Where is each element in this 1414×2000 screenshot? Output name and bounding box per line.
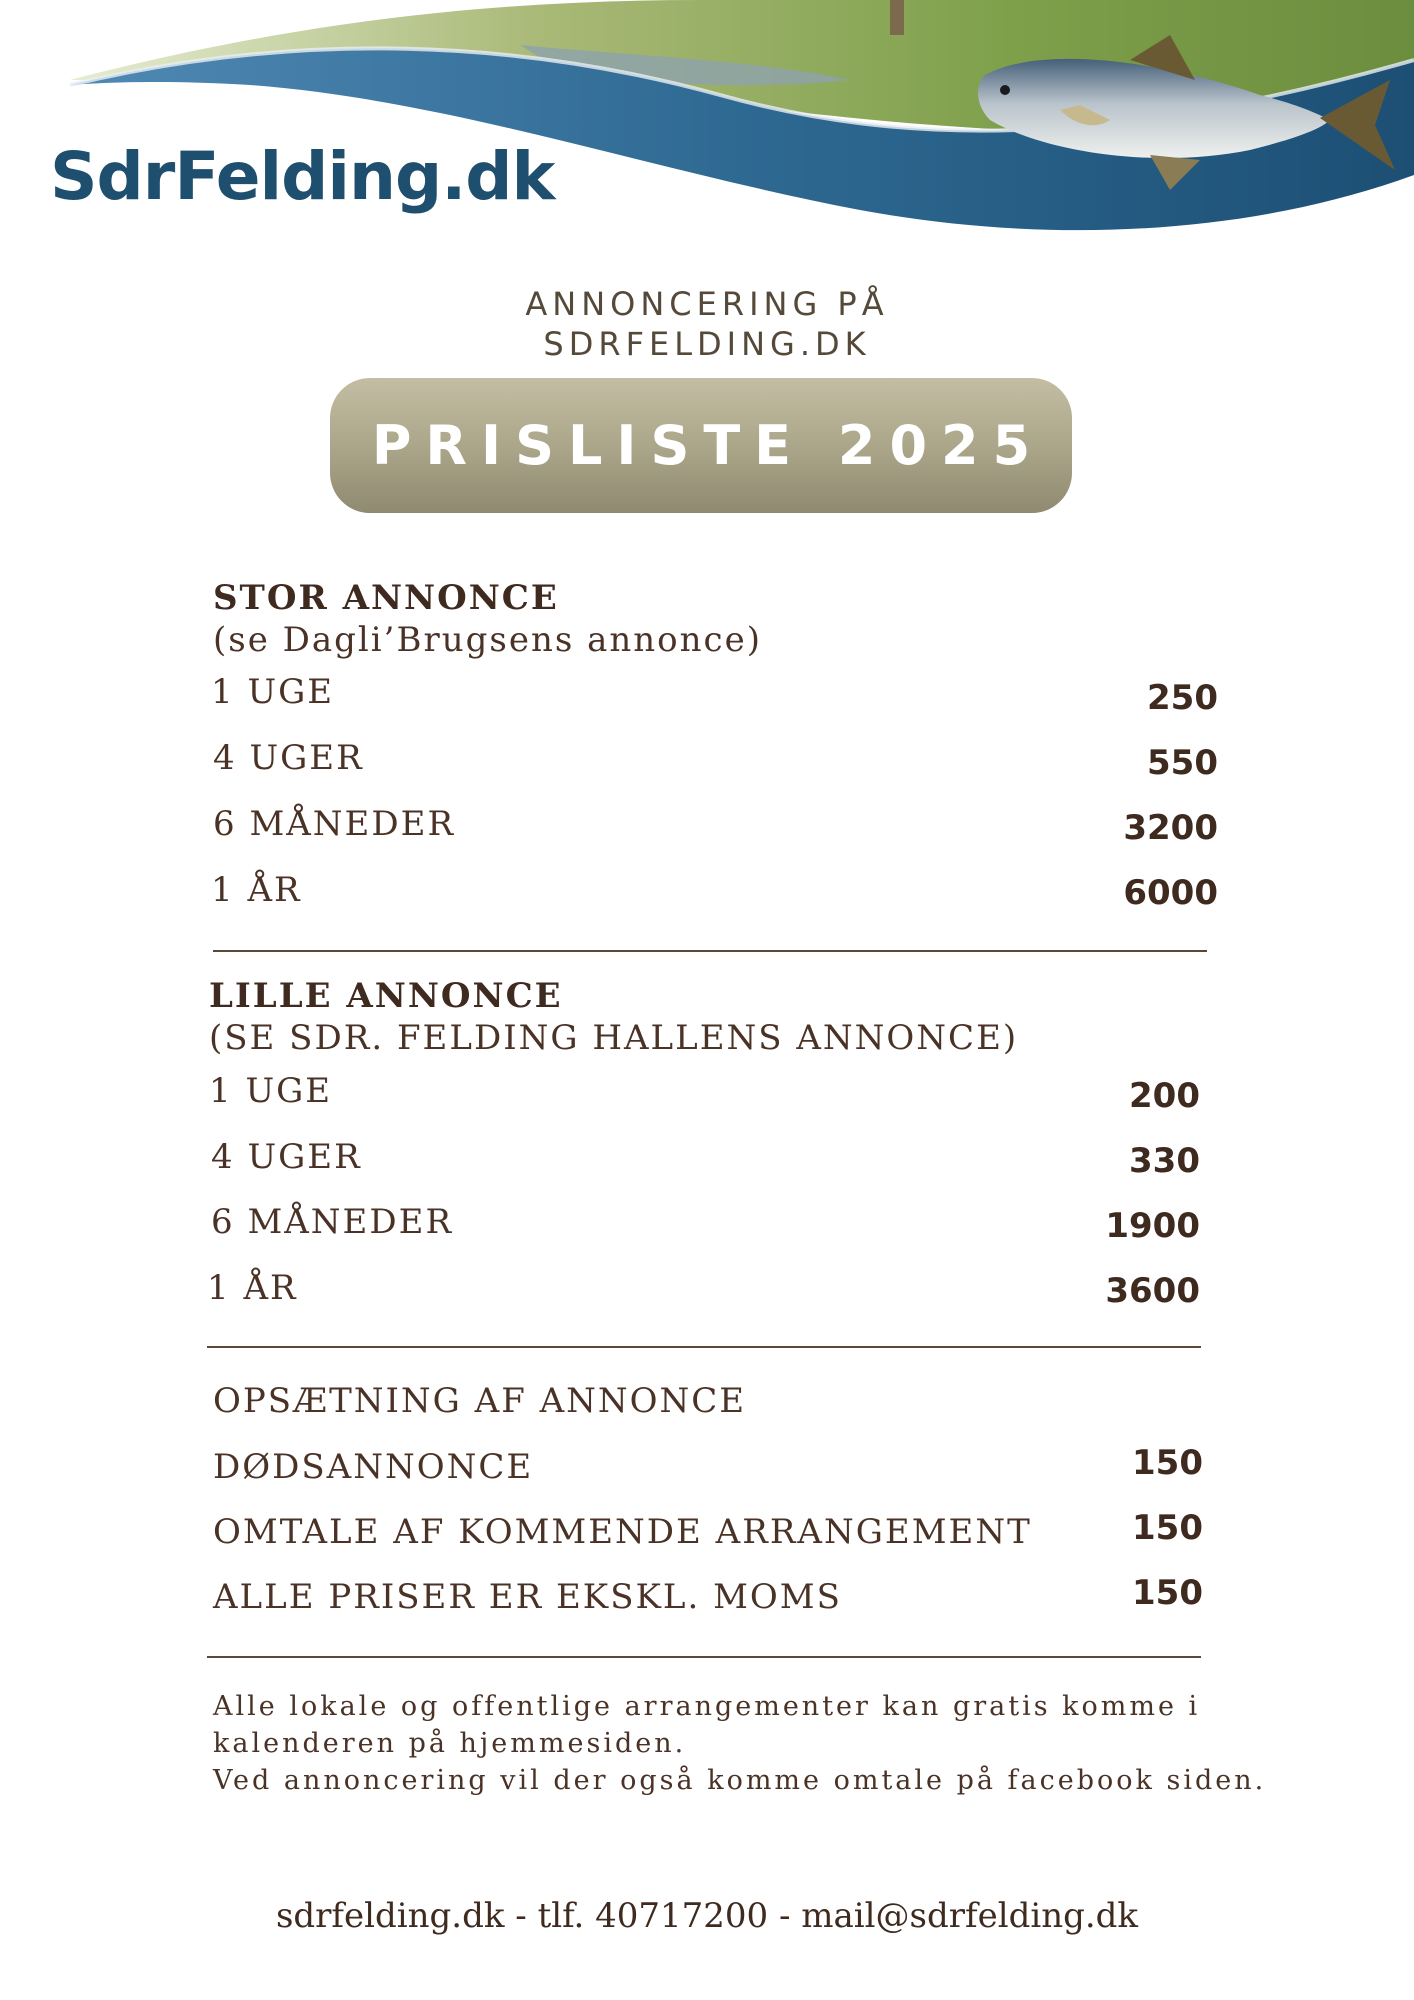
lille-row-price: 3600 (1105, 1271, 1200, 1311)
lille-annonce-heading: LILLE ANNONCE (209, 976, 563, 1016)
contact-footer: sdrfelding.dk - tlf. 40717200 - mail@sdrfelding.dk (275, 1896, 1139, 1936)
stor-row-label: 1 ÅR (211, 870, 302, 910)
subtitle-line-1: ANNONCERING PÅ (525, 285, 889, 323)
note-line-1: Alle lokale og offentlige arrangementer kan gratis komme i (213, 1691, 1201, 1722)
extras-row-price: 150 (1132, 1573, 1203, 1613)
extras-row-price: 150 (1132, 1508, 1203, 1548)
subtitle-line-2: SDRFELDING.DK (543, 325, 871, 363)
lille-row-label: 1 ÅR (207, 1268, 298, 1308)
page-subtitle (457, 284, 957, 364)
info-note (213, 1688, 1267, 1799)
stor-annonce-subheading: (se Dagli’Brugsens annonce) (213, 620, 762, 660)
page-title: PRISLISTE 2025 (371, 414, 1045, 477)
lille-row-price: 200 (1129, 1076, 1200, 1116)
stor-row-price: 6000 (1123, 873, 1218, 913)
stor-row-label: 6 MÅNEDER (213, 804, 456, 844)
extras-row-label: OPSÆTNING AF ANNONCE (213, 1381, 747, 1421)
title-badge (330, 378, 1072, 513)
stor-row-price: 250 (1147, 678, 1218, 718)
site-logo: SdrFelding.dk (50, 138, 555, 215)
extras-row-price: 150 (1132, 1443, 1203, 1483)
extras-row-label: DØDSANNONCE (213, 1447, 534, 1487)
lille-row-price: 1900 (1105, 1206, 1200, 1246)
stor-row-price: 550 (1147, 743, 1218, 783)
lille-row-label: 6 MÅNEDER (211, 1202, 454, 1242)
stor-annonce-heading: STOR ANNONCE (213, 578, 559, 618)
note-line-2: kalenderen på hjemmesiden. (213, 1728, 687, 1759)
section-divider (207, 1656, 1201, 1658)
stor-row-label: 1 UGE (211, 672, 335, 712)
extras-row-label: OMTALE AF KOMMENDE ARRANGEMENT (213, 1512, 1032, 1552)
stor-row-price: 3200 (1123, 808, 1218, 848)
section-divider (213, 950, 1207, 952)
lille-annonce-subheading: (SE SDR. FELDING HALLENS ANNONCE) (209, 1018, 1019, 1058)
extras-row-label: ALLE PRISER ER EKSKL. MOMS (213, 1577, 842, 1617)
section-divider (207, 1346, 1201, 1348)
lille-row-label: 1 UGE (209, 1071, 333, 1111)
lille-row-price: 330 (1129, 1141, 1200, 1181)
stor-row-label: 4 UGER (213, 738, 364, 778)
lille-row-label: 4 UGER (211, 1137, 362, 1177)
note-line-3: Ved annoncering vil der også komme omtale på facebook siden. (213, 1765, 1267, 1796)
